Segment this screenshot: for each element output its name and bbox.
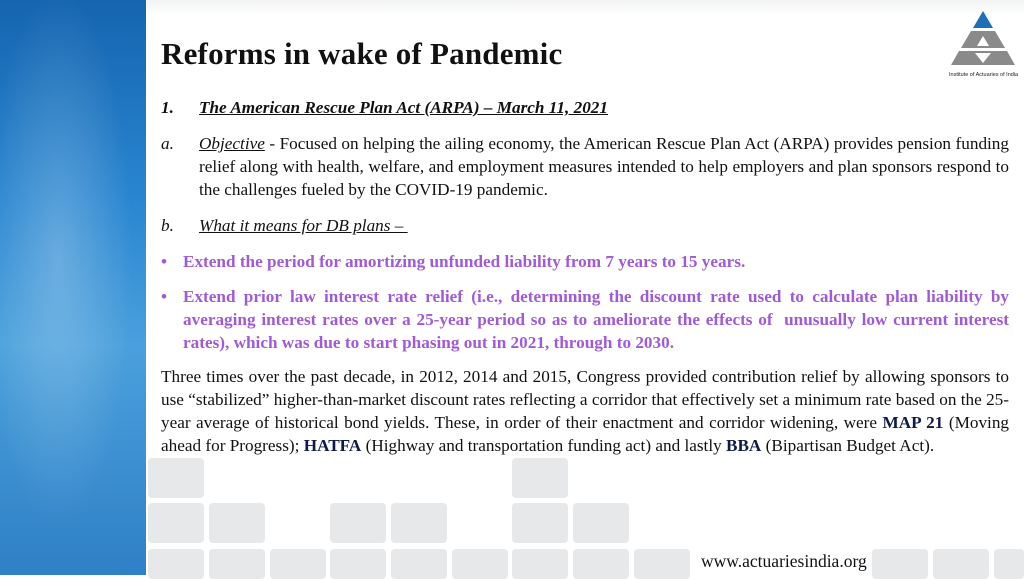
- db-plans-label: What it means for DB plans –: [199, 216, 408, 235]
- institute-logo-icon: [947, 8, 1019, 80]
- bullet-icon: •: [161, 252, 168, 271]
- map21-term: MAP 21: [882, 413, 944, 432]
- slide-content: [161, 96, 1014, 457]
- bullet-item: [161, 285, 1014, 354]
- item-number: 1.: [161, 98, 174, 117]
- objective-label: Objective: [199, 134, 265, 153]
- item-letter-b: b.: [161, 216, 174, 235]
- bullet-icon: •: [161, 287, 168, 306]
- page-title: Reforms in wake of Pandemic: [161, 36, 563, 71]
- bullet-text: Extend the period for amortizing unfunded liability from 7 years to 15 years.: [183, 252, 746, 271]
- objective-body: - Focused on helping the ailing economy, the American Rescue Plan Act (ARPA) provides pension funding relief along with health, welfare, and employment measures intended to help employers and plan sponsors respond to the challenges fueled by the COVID-19 pandemic.: [199, 134, 1009, 199]
- top-band: [146, 0, 1024, 16]
- paragraph-text: Three times over the past decade, in 2012, 2014 and 2015, Congress provided contribution relief by allowing sponsors to use “stabilized” higher-than-market discount rates reflecting a corridor that effectively set a minimum rate based on the 25-year average of historical bond yields. These, in order of their enactment and corridor widening, were: [161, 367, 1009, 432]
- paragraph-text: (Moving ahead for Progress);: [161, 413, 1010, 455]
- db-plans-item: [161, 214, 1009, 237]
- heading-item-1: [161, 96, 1009, 119]
- bullet-item: [161, 250, 1009, 273]
- footer-website: www.actuariesindia.org: [701, 551, 867, 571]
- hatfa-term: HATFA: [303, 436, 362, 455]
- objective-text: [199, 132, 1009, 201]
- bba-term: BBA: [726, 436, 762, 455]
- logo-caption: Institute of Actuaries of India: [949, 72, 1019, 78]
- arpa-heading: The American Rescue Plan Act (ARPA) – March 11, 2021: [199, 98, 608, 117]
- item-letter-a: a.: [161, 134, 174, 153]
- bullet-text: Extend prior law interest rate relief (i.e., determining the discount rate used to calculate plan liability by averaging interest rates over a 25-year period so as to ameliorate the effects of unusually low current interest rates), which was due to start phasing out in 2021, through to 2030.: [183, 287, 1014, 352]
- objective-item: [161, 132, 1009, 201]
- decorative-sidebar: [0, 0, 146, 575]
- paragraph-text: (Highway and transportation funding act) and lastly: [361, 436, 726, 455]
- congress-paragraph: [161, 365, 1009, 457]
- paragraph-text: (Bipartisan Budget Act).: [761, 436, 935, 455]
